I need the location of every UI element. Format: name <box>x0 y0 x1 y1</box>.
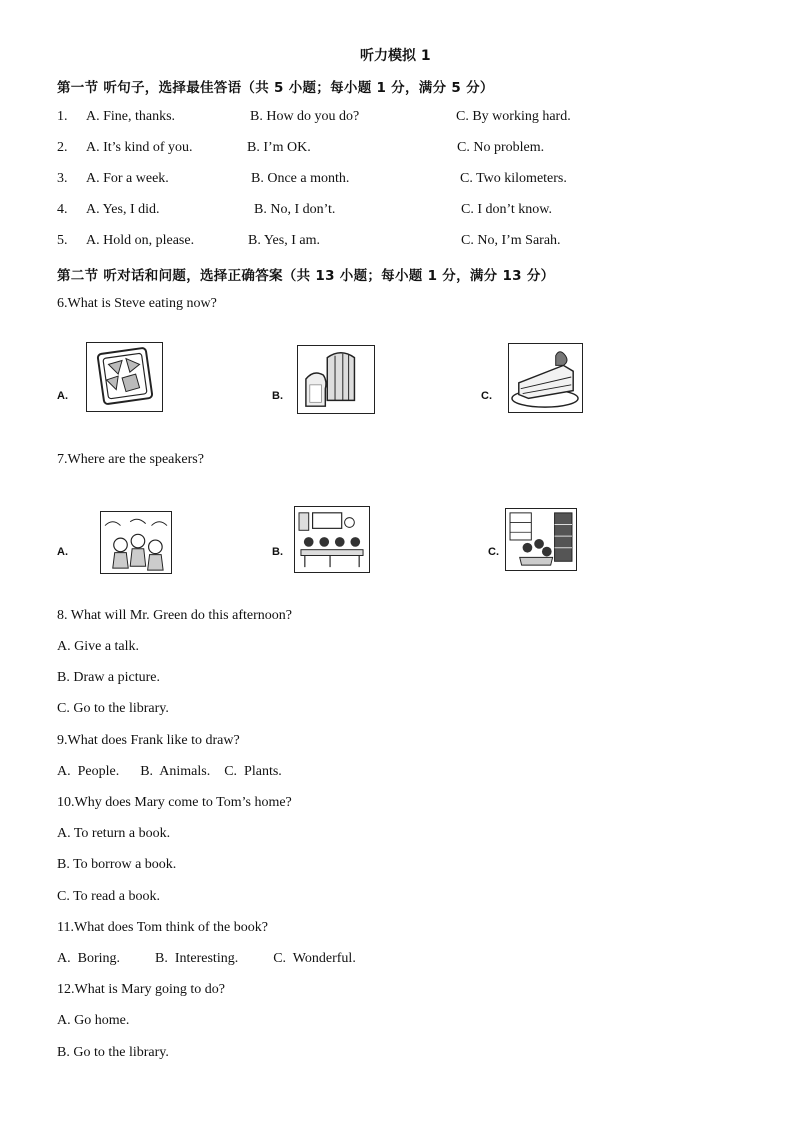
cake-icon <box>508 343 583 413</box>
section2-heading: 第二节 听对话和问题，选择正确答案（共 13 小题；每小题 1 分，满分 13 分） <box>57 268 555 284</box>
item-number: 3. <box>57 171 68 186</box>
q6-label-c: C. <box>481 390 492 402</box>
option-c: C. Two kilometers. <box>460 171 567 186</box>
q12-option-b: B. Go to the library. <box>57 1045 169 1060</box>
q6-label-b: B. <box>272 390 283 402</box>
option-b: B. Yes, I am. <box>248 233 320 248</box>
biscuit-box-icon <box>86 342 163 412</box>
question-8: 8. What will Mr. Green do this afternoon? <box>57 608 292 623</box>
section1-heading: 第一节 听句子，选择最佳答语（共 5 小题；每小题 1 分，满分 5 分） <box>57 80 494 96</box>
option-b: B. How do you do? <box>250 109 360 124</box>
option-c: C. No, I’m Sarah. <box>461 233 561 248</box>
question-7: 7.Where are the speakers? <box>57 452 204 467</box>
park-scene-icon <box>100 511 172 574</box>
option-c: C. No problem. <box>457 140 545 155</box>
question-12: 12.What is Mary going to do? <box>57 982 225 997</box>
q10-option-a: A. To return a book. <box>57 826 171 841</box>
bread-icon <box>297 345 375 414</box>
question-10: 10.Why does Mary come to Tom’s home? <box>57 795 292 810</box>
item-number: 1. <box>57 109 68 124</box>
q11-options: A. Boring. B. Interesting. C. Wonderful. <box>57 951 356 966</box>
q8-option-b: B. Draw a picture. <box>57 670 161 685</box>
option-b: B. Once a month. <box>251 171 350 186</box>
option-b: B. No, I don’t. <box>254 202 336 217</box>
item-number: 2. <box>57 140 68 155</box>
q12-option-a: A. Go home. <box>57 1013 130 1028</box>
q7-label-b: B. <box>272 546 283 558</box>
option-a: A. Hold on, please. <box>86 233 195 248</box>
item-number: 4. <box>57 202 68 217</box>
option-a: A. For a week. <box>86 171 169 186</box>
q10-option-b: B. To borrow a book. <box>57 857 177 872</box>
question-9: 9.What does Frank like to draw? <box>57 733 240 748</box>
q7-label-a: A. <box>57 546 68 558</box>
option-a: A. Fine, thanks. <box>86 109 176 124</box>
option-a: A. Yes, I did. <box>86 202 160 217</box>
q9-options: A. People. B. Animals. C. Plants. <box>57 764 282 779</box>
question-11: 11.What does Tom think of the book? <box>57 920 268 935</box>
q7-label-c: C. <box>488 546 499 558</box>
q8-option-c: C. Go to the library. <box>57 701 169 716</box>
option-c: C. I don’t know. <box>461 202 552 217</box>
q10-option-c: C. To read a book. <box>57 889 160 904</box>
item-number: 5. <box>57 233 68 248</box>
q8-option-a: A. Give a talk. <box>57 639 140 654</box>
library-scene-icon <box>505 508 577 571</box>
q6-label-a: A. <box>57 390 68 402</box>
classroom-scene-icon <box>294 506 370 573</box>
option-a: A. It’s kind of you. <box>86 140 193 155</box>
option-b: B. I’m OK. <box>247 140 311 155</box>
question-6: 6.What is Steve eating now? <box>57 296 217 311</box>
option-c: C. By working hard. <box>456 109 571 124</box>
page-title: 听力模拟 1 <box>360 48 431 64</box>
